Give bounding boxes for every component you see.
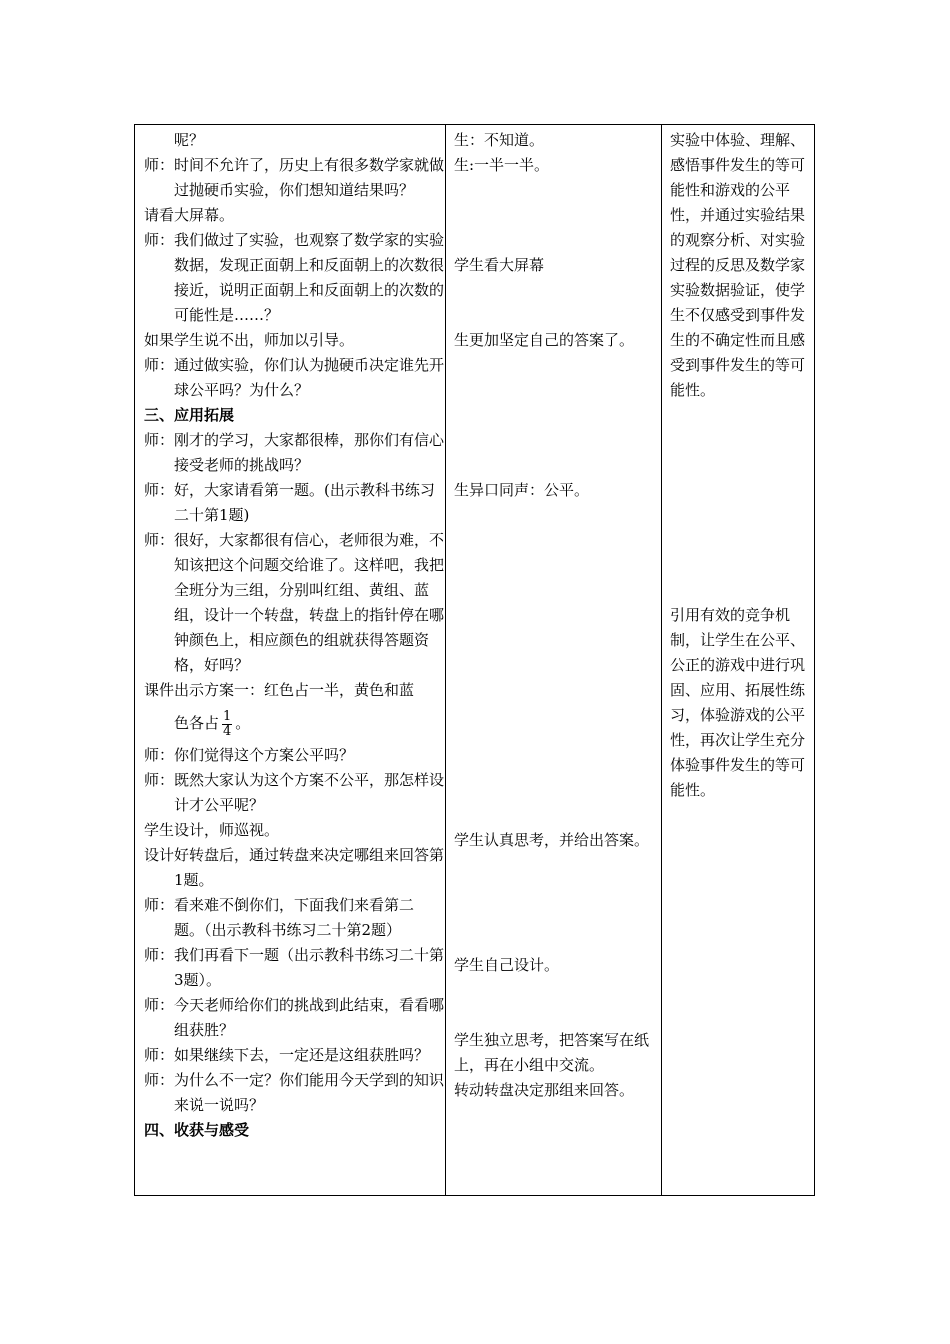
teacher-line: 师：我们再看下一题（出示教科书练习二十第3题）。 [144, 946, 445, 989]
student-activity: 学生独立思考，把答案写在纸上，再在小组中交流。 [454, 1031, 650, 1074]
teacher-line: 师：今天老师给你们的挑战到此结束，看看哪组获胜？ [144, 996, 445, 1039]
teacher-line-continuation: 呢？ [174, 131, 205, 149]
teacher-line: 师：通过做实验，你们认为抛硬币决定谁先开球公平吗？为什么？ [144, 356, 445, 399]
student-activity: 学生看大屏幕 [454, 256, 545, 274]
section-heading: 四、收获与感受 [144, 1121, 250, 1139]
teacher-line: 师：如果继续下去，一定还是这组获胜吗？ [144, 1046, 430, 1064]
teacher-line: 师：你们觉得这个方案公平吗？ [144, 746, 355, 764]
student-activity: 生：不知道。 [454, 131, 545, 149]
design-intent-column [670, 128, 812, 803]
student-activity: 生:一半一半。 [454, 156, 550, 174]
fraction-denominator: 4 [223, 723, 232, 739]
teacher-line: 设计好转盘后，通过转盘来决定哪组来回答第1题。 [144, 846, 445, 889]
teacher-line: 师：我们做过了实验，也观察了数学家的实验数据，发现正面朝上和反面朝上的次数很接近，说明正面朝上和反面朝上的次数的可能性是……？ [144, 231, 445, 324]
fraction-lead-text: 色各占 [174, 714, 220, 732]
teacher-line: 师：刚才的学习，大家都很棒，那你们有信心接受老师的挑战吗？ [144, 431, 445, 474]
student-activity: 生异口同声：公平。 [454, 481, 590, 499]
fraction-numerator: 1 [223, 708, 232, 724]
column-divider [661, 125, 662, 1195]
fraction-trail-text: 。 [235, 714, 251, 732]
lesson-plan-table [134, 124, 815, 1196]
teacher-line: 师：看来难不倒你们，下面我们来看第二题。（出示教科书练习二十第2题） [144, 896, 415, 939]
teacher-note: 请看大屏幕。 [144, 206, 235, 224]
student-activity-column [454, 128, 659, 1103]
design-intent-text: 引用有效的竞争机制，让学生在公平、公正的游戏中进行巩固、应用、拓展性练习，体验游戏的公平性，再次让学生充分体验事件发生的等可能性。 [670, 606, 806, 799]
teacher-line: 师：既然大家认为这个方案不公平，那怎样设计才公平呢？ [144, 771, 445, 814]
teacher-line: 师：好，大家请看第一题。(出示教科书练习二十第1题) [144, 481, 435, 524]
teacher-note: 学生设计，师巡视。 [144, 821, 280, 839]
teacher-activity-column [144, 128, 444, 1143]
fraction [222, 710, 232, 739]
teacher-line: 课件出示方案一：红色占一半，黄色和蓝 [144, 681, 415, 699]
teacher-line: 师：为什么不一定？你们能用今天学到的知识来说一说吗？ [144, 1071, 445, 1114]
student-activity: 生更加坚定自己的答案了。 [454, 331, 635, 349]
paragraph-with-fraction [144, 703, 444, 743]
section-heading: 三、应用拓展 [144, 406, 235, 424]
student-activity: 学生认真思考，并给出答案。 [454, 831, 650, 849]
teacher-line: 师：很好，大家都很有信心，老师很为难，不知该把这个问题交给谁了。这样吧，我把全班分为三组，分别叫红组、黄组、蓝组，设计一个转盘，转盘上的指针停在哪钟颜色上，相应颜色的组就获得答题资格，好吗？ [144, 531, 445, 674]
teacher-note: 如果学生说不出，师加以引导。 [144, 331, 355, 349]
teacher-line: 师：时间不允许了，历史上有很多数学家就做过抛硬币实验，你们想知道结果吗？ [144, 156, 445, 199]
student-activity: 转动转盘决定那组来回答。 [454, 1081, 635, 1099]
design-intent-text: 实验中体验、理解、感悟事件发生的等可能性和游戏的公平性，并通过实验结果的观察分析、对实验过程的反思及数学家实验数据验证，使学生不仅感受到事件发生的不确定性而且感受到事件发生的等可能性。 [670, 131, 806, 399]
column-divider [445, 125, 446, 1195]
student-activity: 学生自己设计。 [454, 956, 560, 974]
